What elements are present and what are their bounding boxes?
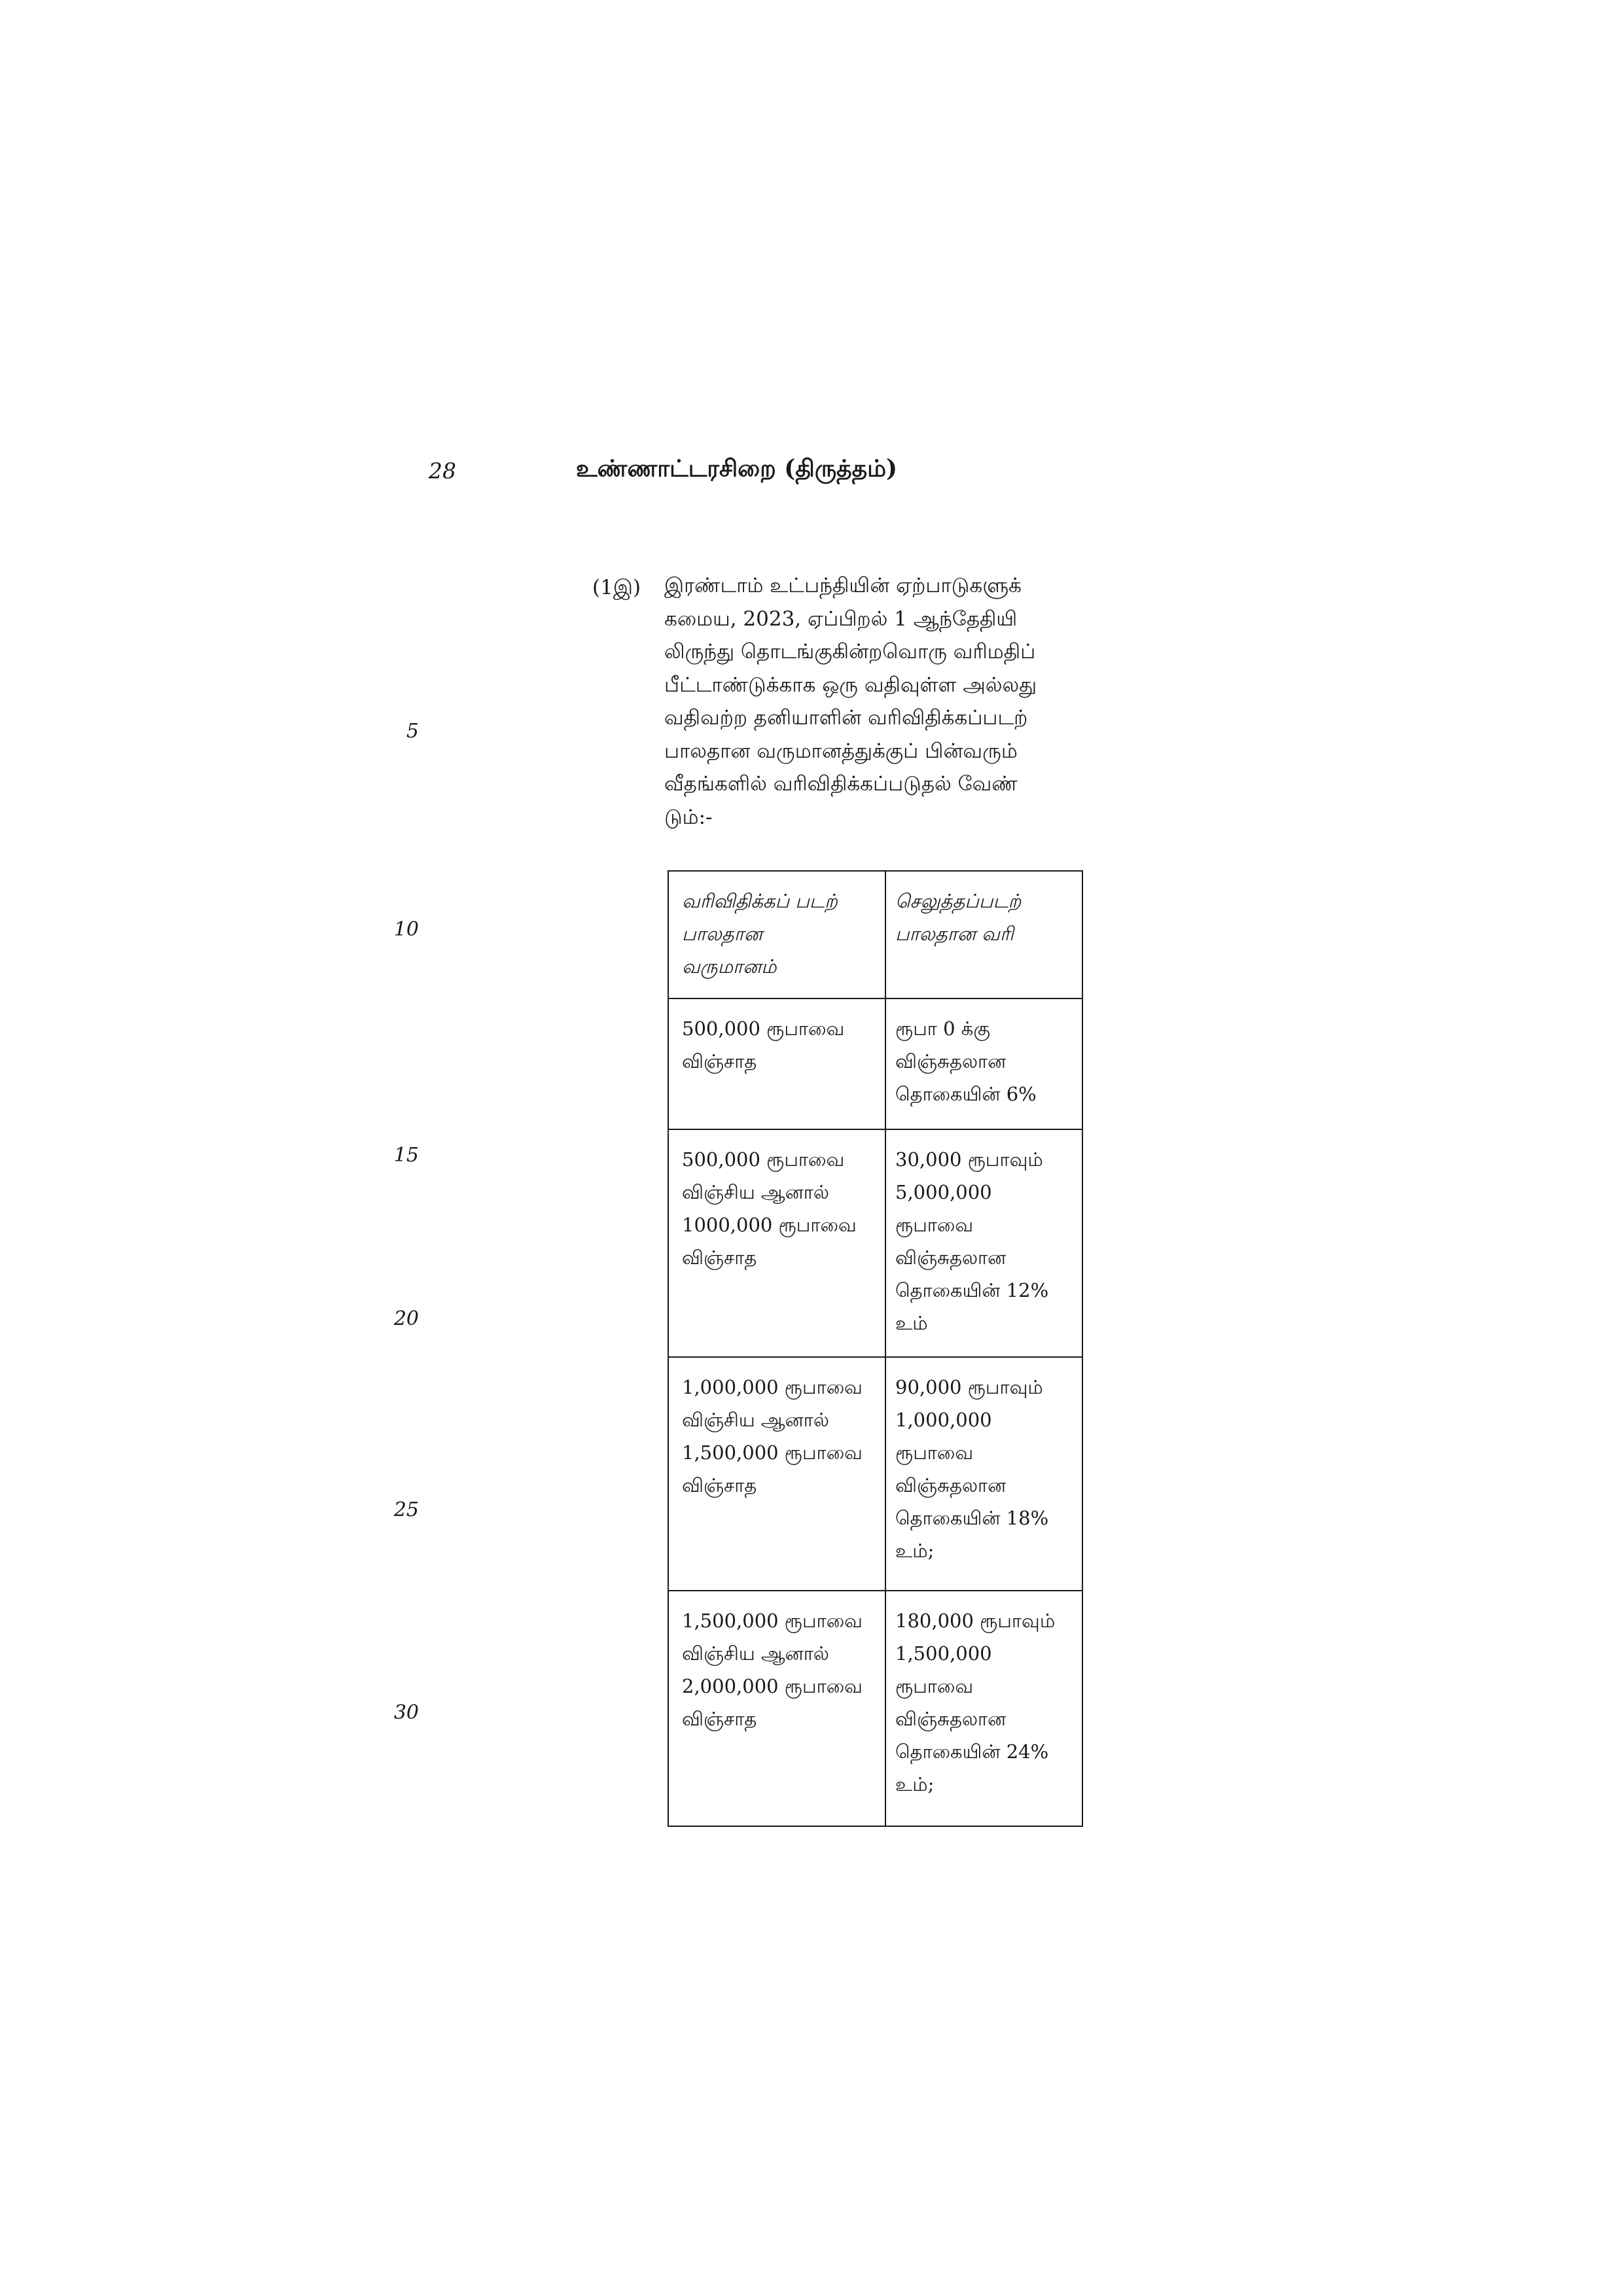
line-number-30: 30 bbox=[393, 1701, 419, 1724]
clause-label: (1இ) bbox=[592, 576, 641, 599]
tax-amount-cell: 180,000 ரூபாவும் 1,500,000 ரூபாவை விஞ்சுதலான தொகையின் 24% உம்; bbox=[885, 1591, 1082, 1826]
table-row bbox=[668, 1129, 1082, 1357]
header-tax-payable: செலுத்தப்படற் பாலதான வரி bbox=[885, 871, 1082, 998]
income-band-cell: 500,000 ரூபாவை விஞ்சிய ஆனால் 1000,000 ரூபாவை விஞ்சாத bbox=[668, 1129, 885, 1357]
line-number-10: 10 bbox=[393, 918, 419, 941]
table-row bbox=[668, 998, 1082, 1129]
income-band-cell: 500,000 ரூபாவை விஞ்சாத bbox=[668, 998, 885, 1129]
clause-text: இரண்டாம் உட்பந்தியின் ஏற்பாடுகளுக் கமைய, 2023, ஏப்பிறல் 1 ஆந்தேதியி லிருந்து தொடங்குகின்றவொரு வரிமதிப் பீட்டாண்டுக்காக ஒரு வதிவுள்ள அல்லது வதிவற்ற தனியாளின் வரிவிதிக்கப்படற் பாலதான வருமானத்துக்குப் பின்வரும் வீதங்களில் வரிவிதிக்கப்படுதல் வேண் டும்:- bbox=[664, 574, 1037, 829]
income-band-cell: 1,000,000 ரூபாவை விஞ்சிய ஆனால் 1,500,000 ரூபாவை விஞ்சாத bbox=[668, 1357, 885, 1591]
line-number-20: 20 bbox=[393, 1307, 419, 1330]
table-row bbox=[668, 1591, 1082, 1826]
income-band-cell: 1,500,000 ரூபாவை விஞ்சிய ஆனால் 2,000,000 ரூபாவை விஞ்சாத bbox=[668, 1591, 885, 1826]
tax-amount-cell: 90,000 ரூபாவும் 1,000,000 ரூபாவை விஞ்சுதலான தொகையின் 18% உம்; bbox=[885, 1357, 1082, 1591]
running-title: உண்ணாட்டரசிறை (திருத்தம்) bbox=[576, 455, 898, 482]
tax-amount-cell: 30,000 ரூபாவும் 5,000,000 ரூபாவை விஞ்சுதலான தொகையின் 12% உம் bbox=[885, 1129, 1082, 1357]
table-header-row bbox=[668, 871, 1082, 998]
line-number-5: 5 bbox=[406, 720, 419, 743]
header-taxable-income: வரிவிதிக்கப் படற் பாலதான வருமானம் bbox=[668, 871, 885, 998]
tax-amount-cell: ரூபா 0 க்கு விஞ்சுதலான தொகையின் 6% bbox=[885, 998, 1082, 1129]
tax-rate-table bbox=[668, 870, 1083, 1827]
table-row bbox=[668, 1357, 1082, 1591]
page-number: 28 bbox=[429, 458, 456, 484]
line-number-25: 25 bbox=[393, 1498, 419, 1521]
line-number-15: 15 bbox=[393, 1144, 419, 1167]
